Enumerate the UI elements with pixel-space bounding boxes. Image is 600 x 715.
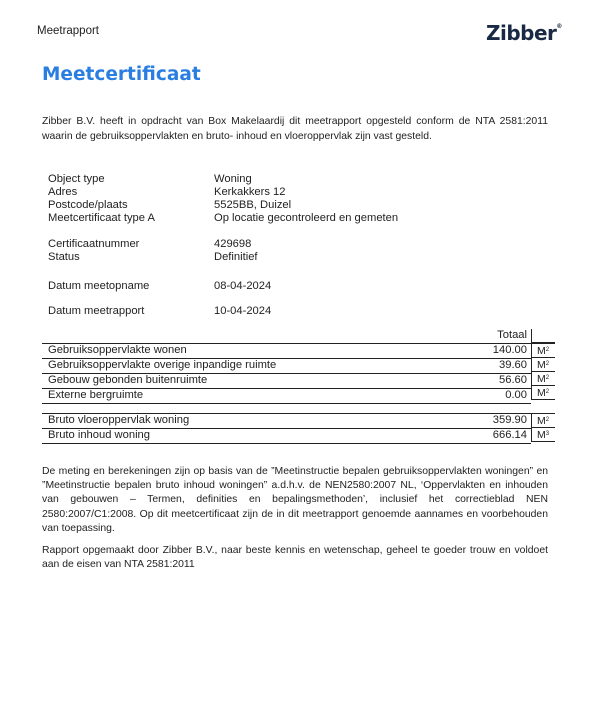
info-key: Status (48, 251, 80, 263)
unit-exponent: 2 (545, 389, 550, 395)
info-value: Op locatie gecontroleerd en gemeten (214, 212, 399, 224)
info-key: Datum meetrapport (48, 305, 145, 317)
info-value: Definitief (214, 251, 258, 263)
table-row (42, 344, 531, 359)
info-key: Adres (48, 186, 78, 198)
unit-exponent: 2 (545, 347, 550, 353)
logo-mark: ® (556, 23, 562, 30)
unit-cell (531, 414, 555, 428)
row-value: 359.90 (492, 414, 527, 426)
disclaimer-text: De meting en berekeningen zijn op basis van de ”Meetinstructie bepalen gebruiksoppervlakten woningen” en ”Meetinstructie bepalen bruto inhoud woningen” a.d.h.v. de NEN2580:2007 NL, ‘Oppervlakten en inhouden van gebouwen – Termen, definities en bepalingsmethoden’, inclusief het correctieblad NEN 2580:2007/C1:2008. Op dit meetcertificaat zijn de in dit meetrapport genoemde aannames en voorbehouden van toepassing. (42, 466, 548, 534)
table-row (42, 359, 531, 374)
page-title: Meetcertificaat (42, 64, 201, 85)
report-label: Meetrapport (37, 25, 100, 37)
table-row (42, 374, 531, 389)
table-row (42, 414, 531, 429)
info-value: 08-04-2024 (214, 280, 272, 292)
row-value: 39.60 (499, 359, 527, 371)
row-label: Bruto vloeroppervlak woning (48, 414, 190, 426)
unit-text: M (537, 345, 546, 357)
row-label: Bruto inhoud woning (48, 429, 151, 441)
row-label: Externe bergruimte (48, 389, 144, 401)
logo-text: Zibber (486, 21, 557, 45)
table-row (42, 429, 531, 444)
unit-exponent: 3 (545, 431, 550, 437)
row-label: Gebouw gebonden buitenruimte (48, 374, 208, 386)
info-value: Kerkakkers 12 (214, 186, 286, 198)
info-key: Postcode/plaats (48, 199, 128, 211)
row-value: 140.00 (492, 344, 527, 356)
info-value: 5525BB, Duizel (214, 199, 292, 211)
unit-cell (531, 386, 555, 400)
unit-exponent: 2 (545, 375, 550, 381)
unit-cell (531, 372, 555, 386)
table-header-row (42, 329, 531, 343)
row-value: 56.60 (499, 374, 527, 386)
unit-text: M (537, 387, 546, 399)
unit-exponent: 2 (545, 417, 550, 423)
unit-cell (531, 428, 555, 442)
area-table-group2 (42, 413, 531, 444)
row-label: Gebruiksoppervlakte wonen (48, 344, 187, 356)
unit-text: M (537, 373, 546, 385)
closing-text: Rapport opgemaakt door Zibber B.V., naar beste kennis en wetenschap, geheel te goeder trouw en voldoet aan de eisen van NTA 2581:2011 (42, 545, 548, 571)
info-key: Datum meetopname (48, 280, 150, 292)
table-row (42, 389, 531, 404)
info-key: Meetcertificaat type A (48, 212, 155, 224)
unit-text: M (537, 429, 546, 441)
unit-cell (531, 358, 555, 372)
unit-text: M (537, 415, 546, 427)
unit-column-group2 (531, 413, 555, 442)
row-value: 0.00 (505, 389, 527, 401)
unit-text: M (537, 359, 546, 371)
info-value: 429698 (214, 238, 252, 250)
area-table (42, 329, 531, 343)
unit-exponent: 2 (545, 361, 550, 367)
unit-cell (531, 344, 555, 358)
info-value: Woning (214, 173, 252, 185)
unit-column-group1 (531, 343, 555, 400)
row-value: 666.14 (492, 429, 527, 441)
unit-header-cell (531, 329, 555, 343)
area-table-group1 (42, 343, 531, 404)
row-label: Gebruiksoppervlakte overige inpandige ruimte (48, 359, 277, 371)
info-key: Object type (48, 173, 105, 185)
info-value: 10-04-2024 (214, 305, 272, 317)
intro-text: Zibber B.V. heeft in opdracht van Box Makelaardij dit meetrapport opgesteld conform de NTA 2581:2011 waarin de gebruiksoppervlakten en bruto- inhoud en vloeroppervlak zijn vast gesteld. (42, 116, 548, 142)
zibber-logo (486, 21, 562, 45)
info-key: Certificaatnummer (48, 238, 140, 250)
total-header: Totaal (497, 329, 527, 341)
